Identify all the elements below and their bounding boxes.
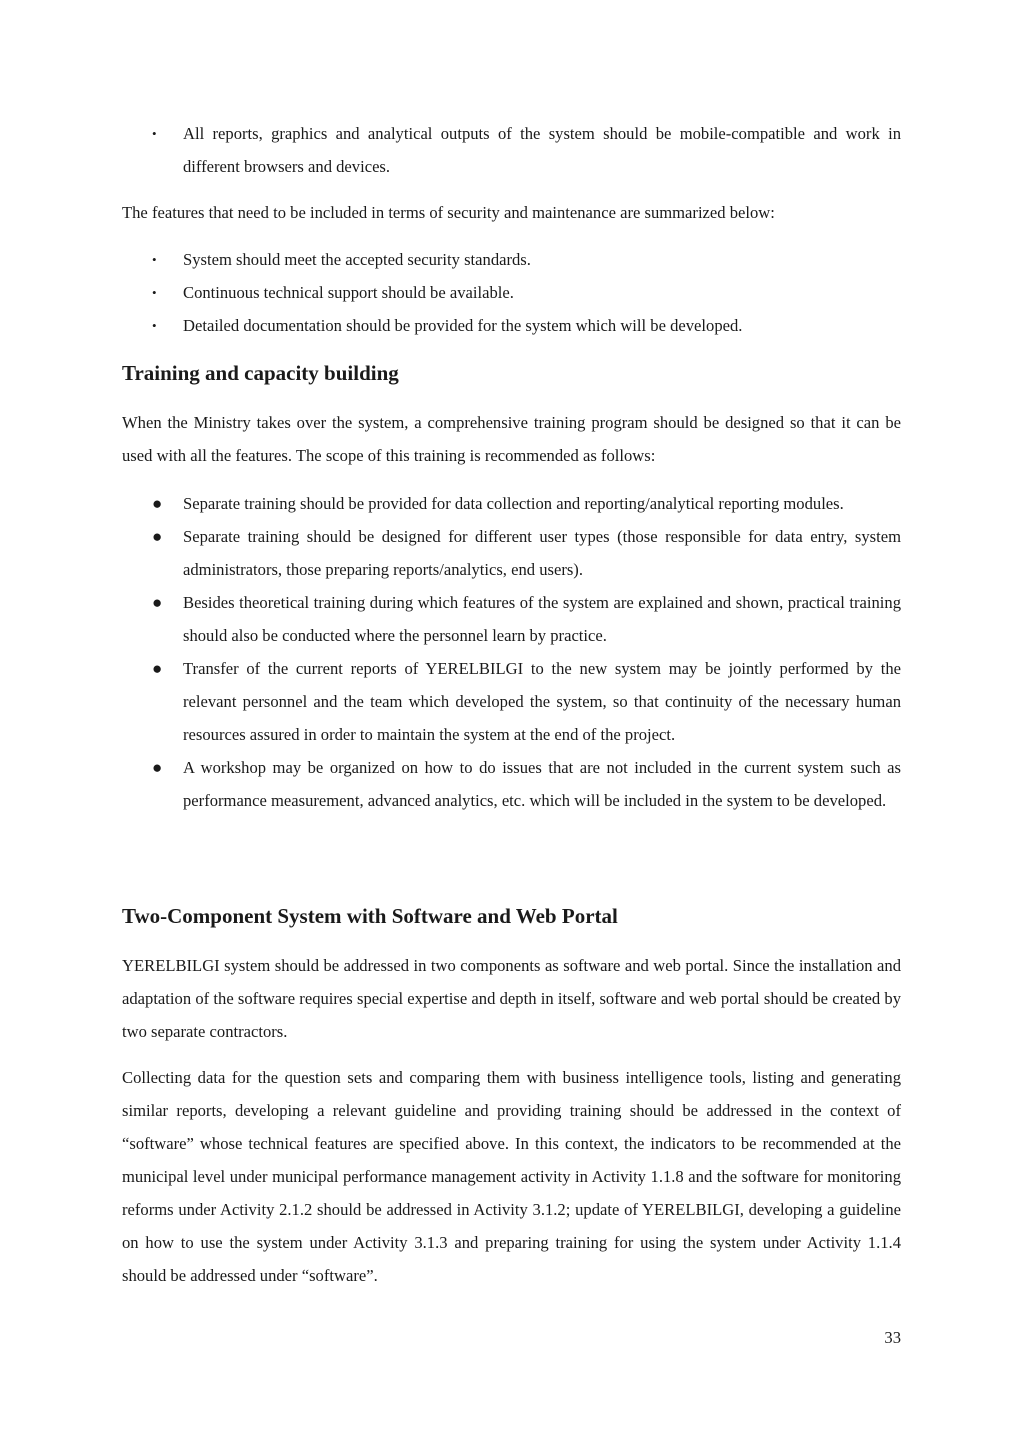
bullet-list-top — [122, 117, 901, 183]
two-component-paragraph-1: YERELBILGI system should be addressed in two components as software and web portal. Since the installation and adaptation of the software requires special expertise and depth in itself, software and web portal should be created by two separate contractors. — [122, 956, 901, 1041]
bullet-icon: • — [152, 252, 157, 267]
list-item-text: Besides theoretical training during which features of the system are explained and shown, practical training should also be conducted where the personnel learn by practice. — [183, 593, 901, 645]
bullet-icon: ● — [152, 659, 163, 678]
list-item — [122, 751, 901, 817]
list-item — [122, 117, 901, 183]
bullet-icon: • — [152, 126, 157, 141]
bullet-icon: ● — [152, 494, 163, 513]
list-item-text: System should meet the accepted security standards. — [183, 250, 531, 269]
list-item-text: All reports, graphics and analytical outputs of the system should be mobile-compatible and work in different browsers and devices. — [183, 124, 901, 176]
list-item — [122, 586, 901, 652]
list-item-text: Detailed documentation should be provided for the system which will be developed. — [183, 316, 743, 335]
list-item-text: Separate training should be designed for different user types (those responsible for data entry, system administrators, those preparing reports/analytics, end users). — [183, 527, 901, 579]
page-number: 33 — [884, 1328, 901, 1347]
list-item-text: A workshop may be organized on how to do issues that are not included in the current system such as performance measurement, advanced analytics, etc. which will be included in the system to be developed. — [183, 758, 901, 810]
list-item-text: Separate training should be provided for data collection and reporting/analytical reporting modules. — [183, 494, 844, 513]
list-item — [122, 309, 901, 342]
bullet-icon: ● — [152, 527, 163, 546]
section-heading-two-component: Two-Component System with Software and Web Portal — [122, 904, 618, 928]
list-item — [122, 487, 901, 520]
bullet-icon: • — [152, 285, 157, 300]
security-intro-paragraph: The features that need to be included in terms of security and maintenance are summarized below: — [122, 203, 775, 222]
bullet-icon: • — [152, 318, 157, 333]
bullet-list-training — [122, 487, 901, 817]
document-page — [122, 0, 901, 1447]
list-item — [122, 652, 901, 751]
list-item — [122, 520, 901, 586]
list-item-text: Continuous technical support should be available. — [183, 283, 514, 302]
bullet-list-security — [122, 243, 901, 342]
two-component-paragraph-2: Collecting data for the question sets and comparing them with business intelligence tools, listing and generating similar reports, developing a relevant guideline and providing training should be addressed in the context of “software” whose technical features are specified above. In this context, the indicators to be recommended at the municipal level under municipal performance management activity in Activity 1.1.8 and the software for monitoring reforms under Activity 2.1.2 should be addressed in Activity 3.1.2; update of YERELBILGI, developing a guideline on how to use the system under Activity 3.1.3 and preparing training for using the system under Activity 1.1.4 should be addressed under “software”. — [122, 1068, 901, 1285]
section-heading-training: Training and capacity building — [122, 361, 399, 385]
list-item — [122, 276, 901, 309]
list-item-text: Transfer of the current reports of YERELBILGI to the new system may be jointly performed by the relevant personnel and the team which developed the system, so that continuity of the necessary human resources assured in order to maintain the system at the end of the project. — [183, 659, 901, 744]
list-item — [122, 243, 901, 276]
bullet-icon: ● — [152, 758, 163, 777]
bullet-icon: ● — [152, 593, 163, 612]
training-intro-paragraph: When the Ministry takes over the system, a comprehensive training program should be designed so that it can be used with all the features. The scope of this training is recommended as follows: — [122, 413, 901, 465]
